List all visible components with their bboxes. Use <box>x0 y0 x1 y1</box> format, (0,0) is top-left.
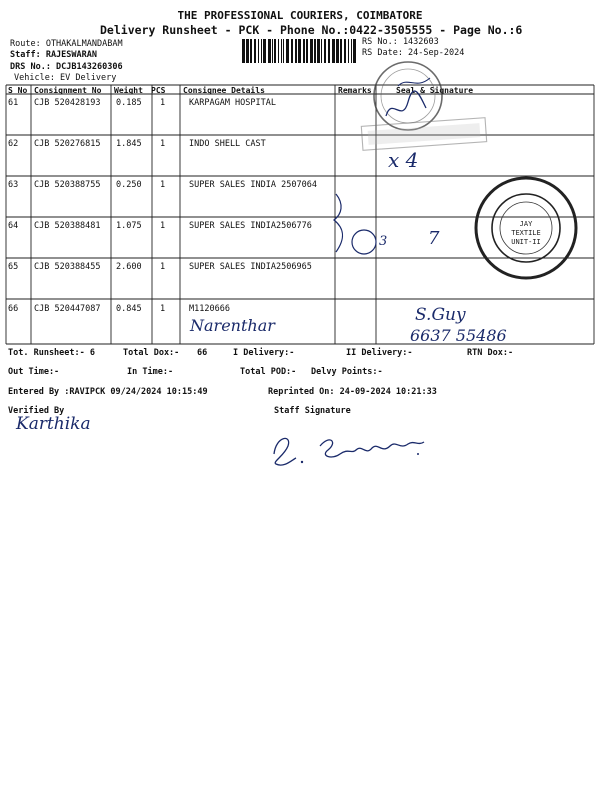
row-consignee: INDO SHELL CAST <box>189 139 266 149</box>
total-dox-value: 66 <box>197 348 208 358</box>
row-consignment: CJB 520388455 <box>34 262 101 272</box>
barcode-bar <box>261 39 262 63</box>
barcode-bar <box>295 39 297 63</box>
col-header-weight: Weight <box>114 86 143 95</box>
runsheet-title: Delivery Runsheet - PCK - Phone No.:0422-3505555 - Page No.:6 <box>100 23 523 37</box>
barcode-bar <box>263 39 266 63</box>
total-dox-label: Total Dox:- <box>123 348 180 358</box>
row-weight: 1.845 <box>116 139 142 149</box>
barcode-bar <box>351 39 352 63</box>
barcode-bar <box>332 39 335 63</box>
barcode-bar <box>303 39 305 63</box>
out-time-label: Out Time:- <box>8 367 60 377</box>
barcode-bar <box>348 39 349 63</box>
barcode-bar <box>353 39 356 63</box>
row-weight: 0.250 <box>116 180 142 190</box>
row-sno: 63 <box>8 180 19 190</box>
barcode-bar <box>314 39 316 63</box>
barcode-image <box>242 39 356 63</box>
row66-handwritten-name: Narenthar <box>190 316 275 335</box>
rs-number: RS No.: 1432603 <box>362 37 439 47</box>
barcode-bar <box>336 39 339 63</box>
ii-delivery-label: II Delivery:- <box>346 348 413 358</box>
staff-signature-image <box>266 424 436 472</box>
barcode-bar <box>278 39 279 63</box>
barcode-bar <box>272 39 273 63</box>
total-runsheet: Tot. Runsheet:- 6 <box>8 348 95 358</box>
row-consignee: M1120666 <box>189 304 230 314</box>
row-pcs: 1 <box>160 304 166 314</box>
row-pcs: 1 <box>160 139 166 149</box>
row-consignee: SUPER SALES INDIA2506965 <box>189 262 312 272</box>
barcode-bar <box>324 39 326 63</box>
row66-handwritten-signature: S.Guy <box>415 305 466 325</box>
row-pcs: 1 <box>160 180 166 190</box>
barcode-bar <box>317 39 320 63</box>
row-consignee: SUPER SALES INDIA2506776 <box>189 221 312 231</box>
row-consignment: CJB 520388481 <box>34 221 101 231</box>
row-sno: 64 <box>8 221 19 231</box>
barcode-bar <box>242 39 245 63</box>
row-sno: 61 <box>8 98 19 108</box>
entered-by: Entered By :RAVIPCK 09/24/2024 10:15:49 <box>8 387 208 397</box>
row-sno: 62 <box>8 139 19 149</box>
staff-label: Staff: RAJESWARAN <box>10 50 97 60</box>
row-pcs: 1 <box>160 221 166 231</box>
row66-handwritten-phone: 6637 55486 <box>410 326 507 345</box>
row-consignment: CJB 520276815 <box>34 139 101 149</box>
row-pcs: 1 <box>160 262 166 272</box>
rs-date: RS Date: 24-Sep-2024 <box>362 48 465 58</box>
barcode-bar <box>268 39 271 63</box>
row-weight: 0.185 <box>116 98 142 108</box>
jay-textile-seal-row63 <box>470 172 582 284</box>
barcode-bar <box>340 39 342 63</box>
verified-by-label: Verified By <box>8 406 65 416</box>
row-consignment: CJB 520447087 <box>34 304 101 314</box>
drs-label: DRS No.: DCJB143260306 <box>10 62 123 72</box>
staff-signature-label: Staff Signature <box>274 406 351 416</box>
reprinted-on: Reprinted On: 24-09-2024 10:21:33 <box>268 387 437 397</box>
row-weight: 1.075 <box>116 221 142 231</box>
i-delivery-label: I Delivery:- <box>233 348 295 358</box>
col-header-consignment: Consignment No <box>34 86 102 95</box>
delivery-points-label: Delvy Points:- <box>311 367 383 377</box>
row-sno: 65 <box>8 262 19 272</box>
verifier-signature: Karthika <box>16 414 91 434</box>
col-header-seal: Seal & Signature <box>396 86 474 95</box>
barcode-bar <box>281 39 282 63</box>
col-header-sno: S No <box>8 86 28 95</box>
barcode-bar <box>250 39 252 63</box>
barcode-bar <box>298 39 301 63</box>
col-header-pcs: PCS <box>151 86 166 95</box>
row-sno: 66 <box>8 304 19 314</box>
barcode-bar <box>274 39 276 63</box>
row-consignment: CJB 520388755 <box>34 180 101 190</box>
row-pcs: 1 <box>160 98 166 108</box>
barcode-bar <box>286 39 289 63</box>
total-pod-label: Total POD:- <box>240 367 297 377</box>
rectangular-stamp-row62 <box>360 118 490 150</box>
row-consignment: CJB 520428193 <box>34 98 101 108</box>
row64-circled-number: 3 <box>379 234 388 249</box>
row64-handwritten-mark: 7 <box>428 228 440 249</box>
barcode-bar <box>283 39 284 63</box>
seal-text-line-1: JAY <box>519 220 533 228</box>
row63-64-bracket-mark <box>322 190 382 260</box>
vehicle-label: Vehicle: EV Delivery <box>14 73 117 83</box>
seal-text-line-2: TEXTILE <box>511 229 541 237</box>
row-consignee: SUPER SALES INDIA 2507064 <box>189 180 317 190</box>
company-name: THE PROFESSIONAL COURIERS, COIMBATORE <box>177 9 423 22</box>
seal-text-line-3: UNIT-II <box>511 238 541 246</box>
route-label: Route: OTHAKALMANDABAM <box>10 39 123 49</box>
barcode-bar <box>306 39 308 63</box>
barcode-bar <box>291 39 293 63</box>
col-header-consignee: Consignee Details <box>183 86 265 95</box>
in-time-label: In Time:- <box>127 367 174 377</box>
barcode-bar <box>344 39 346 63</box>
row-weight: 0.845 <box>116 304 142 314</box>
col-header-remarks: Remarks <box>338 86 372 95</box>
barcode-bar <box>246 39 249 63</box>
barcode-bar <box>254 39 256 63</box>
row62-handwritten-mark: x 4 <box>388 148 419 172</box>
barcode-bar <box>321 39 322 63</box>
row-consignee: KARPAGAM HOSPITAL <box>189 98 276 108</box>
rtn-dox-label: RTN Dox:- <box>467 348 514 358</box>
barcode-bar <box>328 39 330 63</box>
barcode-bar <box>310 39 313 63</box>
row-weight: 2.600 <box>116 262 142 272</box>
barcode-bar <box>258 39 259 63</box>
